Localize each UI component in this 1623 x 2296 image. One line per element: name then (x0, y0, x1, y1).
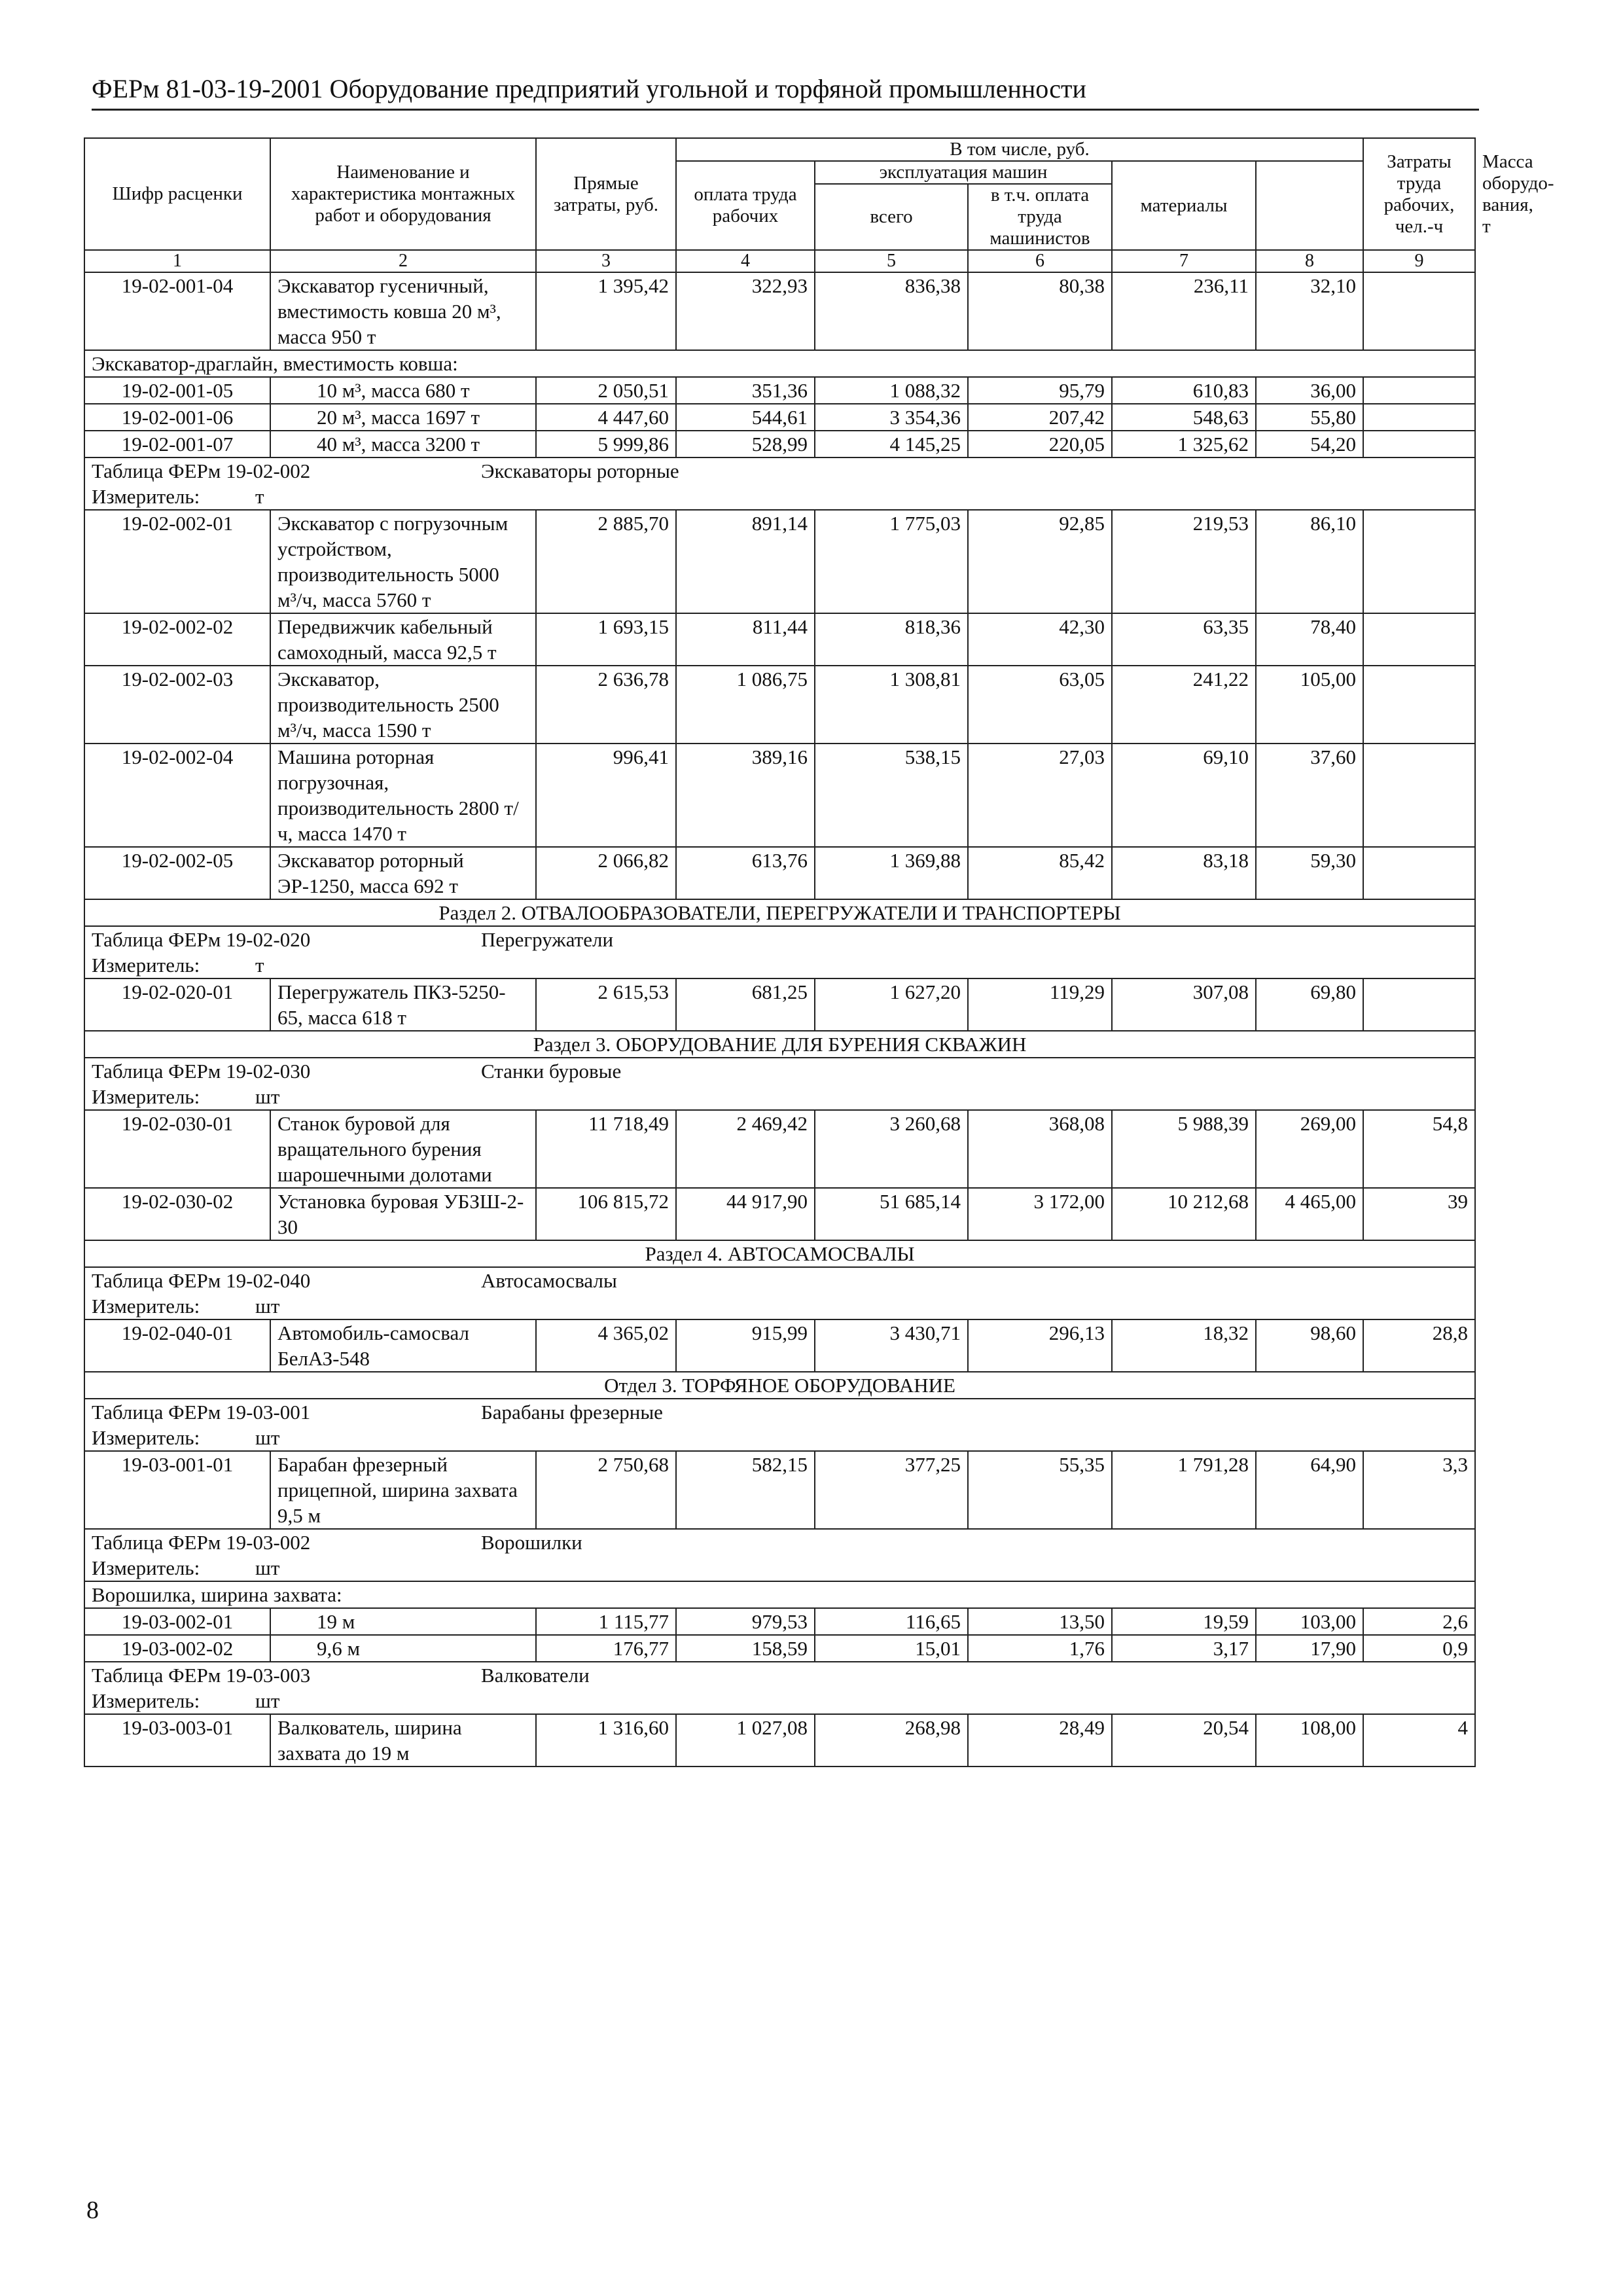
table-heading-row (84, 457, 1475, 484)
rate-code: 19-02-002-03 (84, 666, 270, 744)
labor-hours: 36,00 (1256, 377, 1363, 404)
worker-wages: 915,99 (676, 1319, 815, 1372)
table-row (84, 510, 1475, 613)
work-name: Передвижчик кабельный самоходный, масса 92,5 т (270, 613, 536, 666)
measure-value: шт (255, 1689, 280, 1712)
work-name: Валкователь, ширина захвата до 19 м (270, 1714, 536, 1767)
machine-cost: 268,98 (815, 1714, 968, 1767)
worker-wages: 681,25 (676, 978, 815, 1031)
work-name: 9,6 м (270, 1635, 536, 1662)
table-code: Таблица ФЕРм 19-02-030 (92, 1060, 311, 1083)
measure-unit (84, 1425, 1475, 1451)
measure-value: шт (255, 1556, 280, 1579)
rate-code: 19-02-002-04 (84, 744, 270, 847)
labor-hours: 59,30 (1256, 847, 1363, 899)
table-code: Таблица ФЕРм 19-03-002 (92, 1531, 311, 1554)
rate-code: 19-02-040-01 (84, 1319, 270, 1372)
equipment-mass: 54,8 (1363, 1110, 1475, 1188)
machine-cost: 3 354,36 (815, 404, 968, 431)
col-direct-header: Прямые затраты, руб. (536, 138, 676, 250)
rate-code: 19-02-001-04 (84, 272, 270, 350)
work-name: Экскаватор гусеничный, вместимость ковша 20 м³, масса 950 т (270, 272, 536, 350)
table-code: Таблица ФЕРм 19-02-002 (92, 459, 311, 482)
equipment-mass: 3,3 (1363, 1451, 1475, 1529)
worker-wages: 322,93 (676, 272, 815, 350)
materials-cost: 241,22 (1112, 666, 1256, 744)
table-heading-row (84, 1529, 1475, 1555)
machinist-wages: 92,85 (968, 510, 1112, 613)
table-row (84, 431, 1475, 457)
measure-unit (84, 1688, 1475, 1714)
materials-cost: 1 325,62 (1112, 431, 1256, 457)
section-heading: Раздел 3. ОБОРУДОВАНИЕ ДЛЯ БУРЕНИЯ СКВАЖИН (84, 1031, 1475, 1058)
labor-hours: 4 465,00 (1256, 1188, 1363, 1240)
equipment-mass (1363, 744, 1475, 847)
machinist-wages: 42,30 (968, 613, 1112, 666)
work-name: Установка буровая УБЗШ-2-30 (270, 1188, 536, 1240)
measure-row (84, 1688, 1475, 1714)
direct-cost: 1 316,60 (536, 1714, 676, 1767)
materials-cost: 10 212,68 (1112, 1188, 1256, 1240)
measure-label: Измеритель: (92, 485, 200, 508)
column-number: 1 (84, 250, 270, 272)
worker-wages: 158,59 (676, 1635, 815, 1662)
rates-table: Шифр расценки Наименование и характеристика монтажных работ и оборудования Прямые затраты, руб. В том числе, руб. Затраты труда рабочих, чел.-ч Масса оборудо-вания, т оплата труда рабочих эксплуатация машин материалы всего в т.ч. оплата труда машинистов 1 2 3 4 5 6 7 8 9 19-02-001-04 Экскаватор гусеничный, вместимость ковша 20 м³, масса 950 т 1 395,42 322,93 836,38 80,38 236,11 32,10 Экскаватор-драглайн, вместимость ковша: 19-02-001-05 10 м³, масса 680 т 2 050,51 351,36 1 088,32 95,79 610,83 36,00 19-02-001-06 20 м³, масса 1697 т 4 447,60 544,61 3 354,36 207,42 548,63 55,80 19-02-001-07 40 м³, масса 3200 т 5 999,86 528,99 4 145,25 220,05 1 325,62 54,20 Таблица ФЕРм 19-02-002 Экскаваторы роторные Измеритель: т 19-02-002-01 Экскаватор с погрузочным устройством, производительность 5000 м³/ч, масса 5760 т 2 885,70 891,14 1 775,03 92,85 219,53 86,10 19-02-002-02 Передвижчик кабельный самоходный, масса 92,5 т 1 693,15 811,44 818,36 42,30 63,35 78,40 19-02-002-03 Экскаватор, производительность 2500 м³/ч, масса 1590 т 2 636,78 1 086,75 1 308,81 63,05 241,22 105,00 19-02-002-04 Машина роторная погрузочная, производительность 2800 т/ч, масса 1470 т 996,41 389,16 538,15 27,03 69,10 37,60 19-02-002-05 Экскаватор роторный ЭР-1250, масса 692 т 2 066,82 613,76 1 369,88 85,42 83,18 59,30 Раздел 2. ОТВАЛООБРАЗОВАТЕЛИ, ПЕРЕГРУЖАТЕЛИ И ТРАНСПОРТЕРЫ Таблица ФЕРм 19-02-020 Перегружатели Измеритель: т 19-02-020-01 Перегружатель ПКЗ-5250-65, масса 618 т 2 615,53 681,25 1 627,20 119,29 307,08 69,80 Раздел 3. ОБОРУДОВАНИЕ ДЛЯ БУРЕНИЯ СКВАЖИН Таблица ФЕРм 19-02-030 Станки буровые Измеритель: шт 19-02-030-01 Станок буровой для вращательного бурения шарошечными долотами 11 718,49 2 469,42 3 260,68 368,08 5 988,39 269,00 54,8 19-02-030-02 Установка буровая УБЗШ-2-30 106 815,72 44 917,90 51 685,14 3 172,00 10 212,68 4 465,00 39 Раздел 4. АВТОСАМОСВАЛЫ Таблица ФЕРм 19-02-040 Автосамосвалы Измеритель: шт 19-02-040-01 Автомобиль-самосвал БелАЗ-548 4 365,02 915,99 3 430,71 296,13 18,32 98,60 28,8 Отдел 3. ТОРФЯНОЕ ОБОРУДОВАНИЕ Таблица ФЕРм 19-03-001 Барабаны фрезерные Измеритель: шт 19-03-001-01 Барабан фрезерный прицепной, ширина захвата 9,5 м 2 750,68 582,15 377,25 55,35 1 791,28 64,90 3,3 Таблица ФЕРм 19-03-002 Ворошилки Измеритель: шт Ворошилка, ширина захвата: 19-03-002-01 19 м 1 115,77 979,53 116,65 13,50 19,59 103,00 2,6 19-03-002-02 9,6 м 176,77 158,59 15,01 1,76 3,17 17,90 0,9 Таблица ФЕРм 19-03-003 Валкователи Измеритель: шт 19-03-003-01 Валкователь, ширина захвата до 19 м 1 316,60 1 027,08 268,98 28,49 20,54 108,00 4 (84, 137, 1476, 1767)
materials-cost: 5 988,39 (1112, 1110, 1256, 1188)
measure-label: Измеритель: (92, 1295, 200, 1318)
work-name: Барабан фрезерный прицепной, ширина захвата 9,5 м (270, 1451, 536, 1529)
table-row (84, 744, 1475, 847)
measure-unit (84, 1084, 1475, 1110)
measure-row (84, 1555, 1475, 1581)
direct-cost: 106 815,72 (536, 1188, 676, 1240)
machine-cost: 116,65 (815, 1608, 968, 1635)
machinist-wages: 13,50 (968, 1608, 1112, 1635)
table-row (84, 1608, 1475, 1635)
page-number: 8 (86, 2197, 99, 2224)
table-title: Ворошилки (481, 1531, 582, 1554)
measure-label: Измеритель: (92, 1689, 200, 1712)
labor-hours: 32,10 (1256, 272, 1363, 350)
labor-hours: 69,80 (1256, 978, 1363, 1031)
col-materials-header: материалы (1112, 161, 1256, 250)
materials-cost: 69,10 (1112, 744, 1256, 847)
measure-value: т (255, 954, 264, 977)
labor-hours: 54,20 (1256, 431, 1363, 457)
table-title: Валкователи (481, 1664, 590, 1687)
equipment-mass (1363, 404, 1475, 431)
machine-cost: 818,36 (815, 613, 968, 666)
work-name: 20 м³, масса 1697 т (270, 404, 536, 431)
rate-code: 19-02-002-02 (84, 613, 270, 666)
materials-cost: 18,32 (1112, 1319, 1256, 1372)
table-row (84, 1635, 1475, 1662)
equipment-mass: 28,8 (1363, 1319, 1475, 1372)
rates-body (84, 272, 1475, 1767)
labor-hours: 37,60 (1256, 744, 1363, 847)
group-heading: Ворошилка, ширина захвата: (84, 1581, 1475, 1608)
equipment-mass (1363, 978, 1475, 1031)
worker-wages: 389,16 (676, 744, 815, 847)
table-heading (84, 1529, 1475, 1555)
col-wages-header: оплата труда рабочих (676, 161, 815, 250)
rate-code: 19-03-002-02 (84, 1635, 270, 1662)
worker-wages: 979,53 (676, 1608, 815, 1635)
equipment-mass (1363, 510, 1475, 613)
direct-cost: 2 750,68 (536, 1451, 676, 1529)
worker-wages: 528,99 (676, 431, 815, 457)
measure-unit (84, 1293, 1475, 1319)
equipment-mass: 39 (1363, 1188, 1475, 1240)
measure-label: Измеритель: (92, 1556, 200, 1579)
materials-cost: 20,54 (1112, 1714, 1256, 1767)
running-title: ФЕРм 81-03-19-2001 Оборудование предприятий угольной и торфяной промышленности (92, 73, 1479, 111)
column-number: 4 (676, 250, 815, 272)
work-name: Станок буровой для вращательного бурения шарошечными долотами (270, 1110, 536, 1188)
labor-hours: 269,00 (1256, 1110, 1363, 1188)
measure-value: шт (255, 1295, 280, 1318)
column-numbers-row (84, 250, 1475, 272)
column-number: 3 (536, 250, 676, 272)
measure-value: шт (255, 1085, 280, 1108)
labor-hours: 98,60 (1256, 1319, 1363, 1372)
materials-cost: 63,35 (1112, 613, 1256, 666)
table-code: Таблица ФЕРм 19-02-020 (92, 928, 311, 951)
direct-cost: 176,77 (536, 1635, 676, 1662)
measure-unit (84, 484, 1475, 510)
table-title: Станки буровые (481, 1060, 622, 1083)
table-row (84, 1188, 1475, 1240)
table-row (84, 1319, 1475, 1372)
materials-cost: 83,18 (1112, 847, 1256, 899)
col-machines-header: эксплуатация машин (815, 161, 1112, 184)
column-number: 5 (815, 250, 968, 272)
work-name: Машина роторная погрузочная, производительность 2800 т/ч, масса 1470 т (270, 744, 536, 847)
worker-wages: 811,44 (676, 613, 815, 666)
measure-label: Измеритель: (92, 1085, 200, 1108)
measure-value: т (255, 485, 264, 508)
machine-cost: 3 430,71 (815, 1319, 968, 1372)
section-heading: Раздел 4. АВТОСАМОСВАЛЫ (84, 1240, 1475, 1267)
column-number: 7 (1112, 250, 1256, 272)
materials-cost: 236,11 (1112, 272, 1256, 350)
equipment-mass: 2,6 (1363, 1608, 1475, 1635)
table-code: Таблица ФЕРм 19-03-003 (92, 1664, 311, 1687)
machinist-wages: 85,42 (968, 847, 1112, 899)
direct-cost: 2 885,70 (536, 510, 676, 613)
labor-hours: 78,40 (1256, 613, 1363, 666)
section-heading: Раздел 2. ОТВАЛООБРАЗОВАТЕЛИ, ПЕРЕГРУЖАТЕЛИ И ТРАНСПОРТЕРЫ (84, 899, 1475, 926)
labor-hours: 105,00 (1256, 666, 1363, 744)
labor-hours: 103,00 (1256, 1608, 1363, 1635)
work-name: Автомобиль-самосвал БелАЗ-548 (270, 1319, 536, 1372)
machinist-wages: 119,29 (968, 978, 1112, 1031)
rate-code: 19-02-020-01 (84, 978, 270, 1031)
labor-hours: 64,90 (1256, 1451, 1363, 1529)
work-name: 10 м³, масса 680 т (270, 377, 536, 404)
machine-cost: 1 369,88 (815, 847, 968, 899)
measure-row (84, 1425, 1475, 1451)
direct-cost: 2 050,51 (536, 377, 676, 404)
table-title: Экскаваторы роторные (481, 459, 679, 482)
table-heading-row (84, 1662, 1475, 1688)
direct-cost: 4 365,02 (536, 1319, 676, 1372)
machinist-wages: 80,38 (968, 272, 1112, 350)
direct-cost: 2 615,53 (536, 978, 676, 1031)
work-name: Экскаватор, производительность 2500 м³/ч, масса 1590 т (270, 666, 536, 744)
table-title: Перегружатели (481, 928, 614, 951)
rate-code: 19-02-030-02 (84, 1188, 270, 1240)
machinist-wages: 1,76 (968, 1635, 1112, 1662)
column-number: 6 (968, 250, 1112, 272)
table-heading-row (84, 1058, 1475, 1084)
labor-hours: 86,10 (1256, 510, 1363, 613)
table-heading-row (84, 926, 1475, 952)
table-row (84, 1110, 1475, 1188)
machine-cost: 4 145,25 (815, 431, 968, 457)
col-labor-header: Затраты труда рабочих, чел.-ч (1363, 138, 1475, 250)
worker-wages: 582,15 (676, 1451, 815, 1529)
direct-cost: 2 636,78 (536, 666, 676, 744)
section-row (84, 1372, 1475, 1399)
table-row (84, 847, 1475, 899)
equipment-mass (1363, 272, 1475, 350)
direct-cost: 4 447,60 (536, 404, 676, 431)
machinist-wages: 3 172,00 (968, 1188, 1112, 1240)
table-title: Автосамосвалы (481, 1269, 617, 1292)
table-row (84, 1451, 1475, 1529)
section-row (84, 1031, 1475, 1058)
table-title: Барабаны фрезерные (481, 1401, 663, 1424)
equipment-mass (1363, 847, 1475, 899)
col-machines-total-header: всего (815, 184, 968, 250)
rate-code: 19-02-001-06 (84, 404, 270, 431)
measure-value: шт (255, 1426, 280, 1449)
measure-row (84, 1293, 1475, 1319)
machine-cost: 15,01 (815, 1635, 968, 1662)
col-code-header: Шифр расценки (84, 138, 270, 250)
materials-cost: 610,83 (1112, 377, 1256, 404)
direct-cost: 996,41 (536, 744, 676, 847)
equipment-mass (1363, 666, 1475, 744)
rate-code: 19-03-002-01 (84, 1608, 270, 1635)
group-row (84, 1581, 1475, 1608)
work-name: Экскаватор с погрузочным устройством, производительность 5000 м³/ч, масса 5760 т (270, 510, 536, 613)
materials-cost: 219,53 (1112, 510, 1256, 613)
labor-hours: 55,80 (1256, 404, 1363, 431)
machinist-wages: 207,42 (968, 404, 1112, 431)
machinist-wages: 95,79 (968, 377, 1112, 404)
group-heading: Экскаватор-драглайн, вместимость ковша: (84, 350, 1475, 377)
direct-cost: 11 718,49 (536, 1110, 676, 1188)
measure-row (84, 1084, 1475, 1110)
direct-cost: 1 115,77 (536, 1608, 676, 1635)
table-row (84, 978, 1475, 1031)
rate-code: 19-02-030-01 (84, 1110, 270, 1188)
equipment-mass (1363, 377, 1475, 404)
equipment-mass (1363, 613, 1475, 666)
measure-label: Измеритель: (92, 1426, 200, 1449)
column-number: 9 (1363, 250, 1475, 272)
equipment-mass: 0,9 (1363, 1635, 1475, 1662)
machine-cost: 3 260,68 (815, 1110, 968, 1188)
materials-cost: 19,59 (1112, 1608, 1256, 1635)
machine-cost: 1 088,32 (815, 377, 968, 404)
machinist-wages: 27,03 (968, 744, 1112, 847)
measure-unit (84, 952, 1475, 978)
table-row (84, 613, 1475, 666)
table-heading (84, 1267, 1475, 1293)
section-row (84, 899, 1475, 926)
worker-wages: 613,76 (676, 847, 815, 899)
direct-cost: 2 066,82 (536, 847, 676, 899)
table-heading (84, 457, 1475, 484)
materials-cost: 307,08 (1112, 978, 1256, 1031)
column-number: 2 (270, 250, 536, 272)
direct-cost: 1 693,15 (536, 613, 676, 666)
machinist-wages: 296,13 (968, 1319, 1112, 1372)
table-row (84, 404, 1475, 431)
work-name: 40 м³, масса 3200 т (270, 431, 536, 457)
machine-cost: 377,25 (815, 1451, 968, 1529)
table-row (84, 272, 1475, 350)
worker-wages: 1 086,75 (676, 666, 815, 744)
work-name: Перегружатель ПКЗ-5250-65, масса 618 т (270, 978, 536, 1031)
worker-wages: 891,14 (676, 510, 815, 613)
table-code: Таблица ФЕРм 19-03-001 (92, 1401, 311, 1424)
measure-label: Измеритель: (92, 954, 200, 977)
machine-cost: 1 308,81 (815, 666, 968, 744)
machine-cost: 1 775,03 (815, 510, 968, 613)
work-name: 19 м (270, 1608, 536, 1635)
worker-wages: 2 469,42 (676, 1110, 815, 1188)
machinist-wages: 63,05 (968, 666, 1112, 744)
materials-cost: 548,63 (1112, 404, 1256, 431)
equipment-mass: 4 (1363, 1714, 1475, 1767)
machinist-wages: 368,08 (968, 1110, 1112, 1188)
worker-wages: 44 917,90 (676, 1188, 815, 1240)
materials-cost: 3,17 (1112, 1635, 1256, 1662)
table-heading (84, 1399, 1475, 1425)
measure-row (84, 952, 1475, 978)
col-name-header: Наименование и характеристика монтажных работ и оборудования (270, 138, 536, 250)
table-heading-row (84, 1267, 1475, 1293)
machinist-wages: 28,49 (968, 1714, 1112, 1767)
rate-code: 19-03-003-01 (84, 1714, 270, 1767)
table-row (84, 666, 1475, 744)
col-incl-header: В том числе, руб. (676, 138, 1363, 161)
group-row (84, 350, 1475, 377)
direct-cost: 5 999,86 (536, 431, 676, 457)
section-row (84, 1240, 1475, 1267)
equipment-mass (1363, 431, 1475, 457)
worker-wages: 1 027,08 (676, 1714, 815, 1767)
machinist-wages: 55,35 (968, 1451, 1112, 1529)
machinist-wages: 220,05 (968, 431, 1112, 457)
measure-row (84, 484, 1475, 510)
table-code: Таблица ФЕРм 19-02-040 (92, 1269, 311, 1292)
table-row (84, 377, 1475, 404)
materials-cost: 1 791,28 (1112, 1451, 1256, 1529)
work-name: Экскаватор роторный ЭР-1250, масса 692 т (270, 847, 536, 899)
machine-cost: 538,15 (815, 744, 968, 847)
rate-code: 19-03-001-01 (84, 1451, 270, 1529)
machine-cost: 51 685,14 (815, 1188, 968, 1240)
worker-wages: 351,36 (676, 377, 815, 404)
col-machinist-wages-header: в т.ч. оплата труда машинистов (968, 184, 1112, 250)
table-heading (84, 1662, 1475, 1688)
worker-wages: 544,61 (676, 404, 815, 431)
table-heading (84, 926, 1475, 952)
section-heading: Отдел 3. ТОРФЯНОЕ ОБОРУДОВАНИЕ (84, 1372, 1475, 1399)
labor-hours: 108,00 (1256, 1714, 1363, 1767)
table-row (84, 1714, 1475, 1767)
table-heading (84, 1058, 1475, 1084)
machine-cost: 1 627,20 (815, 978, 968, 1031)
column-number: 8 (1256, 250, 1363, 272)
rate-code: 19-02-002-01 (84, 510, 270, 613)
machine-cost: 836,38 (815, 272, 968, 350)
labor-hours: 17,90 (1256, 1635, 1363, 1662)
rate-code: 19-02-001-07 (84, 431, 270, 457)
table-heading-row (84, 1399, 1475, 1425)
measure-unit (84, 1555, 1475, 1581)
rate-code: 19-02-001-05 (84, 377, 270, 404)
rate-code: 19-02-002-05 (84, 847, 270, 899)
direct-cost: 1 395,42 (536, 272, 676, 350)
